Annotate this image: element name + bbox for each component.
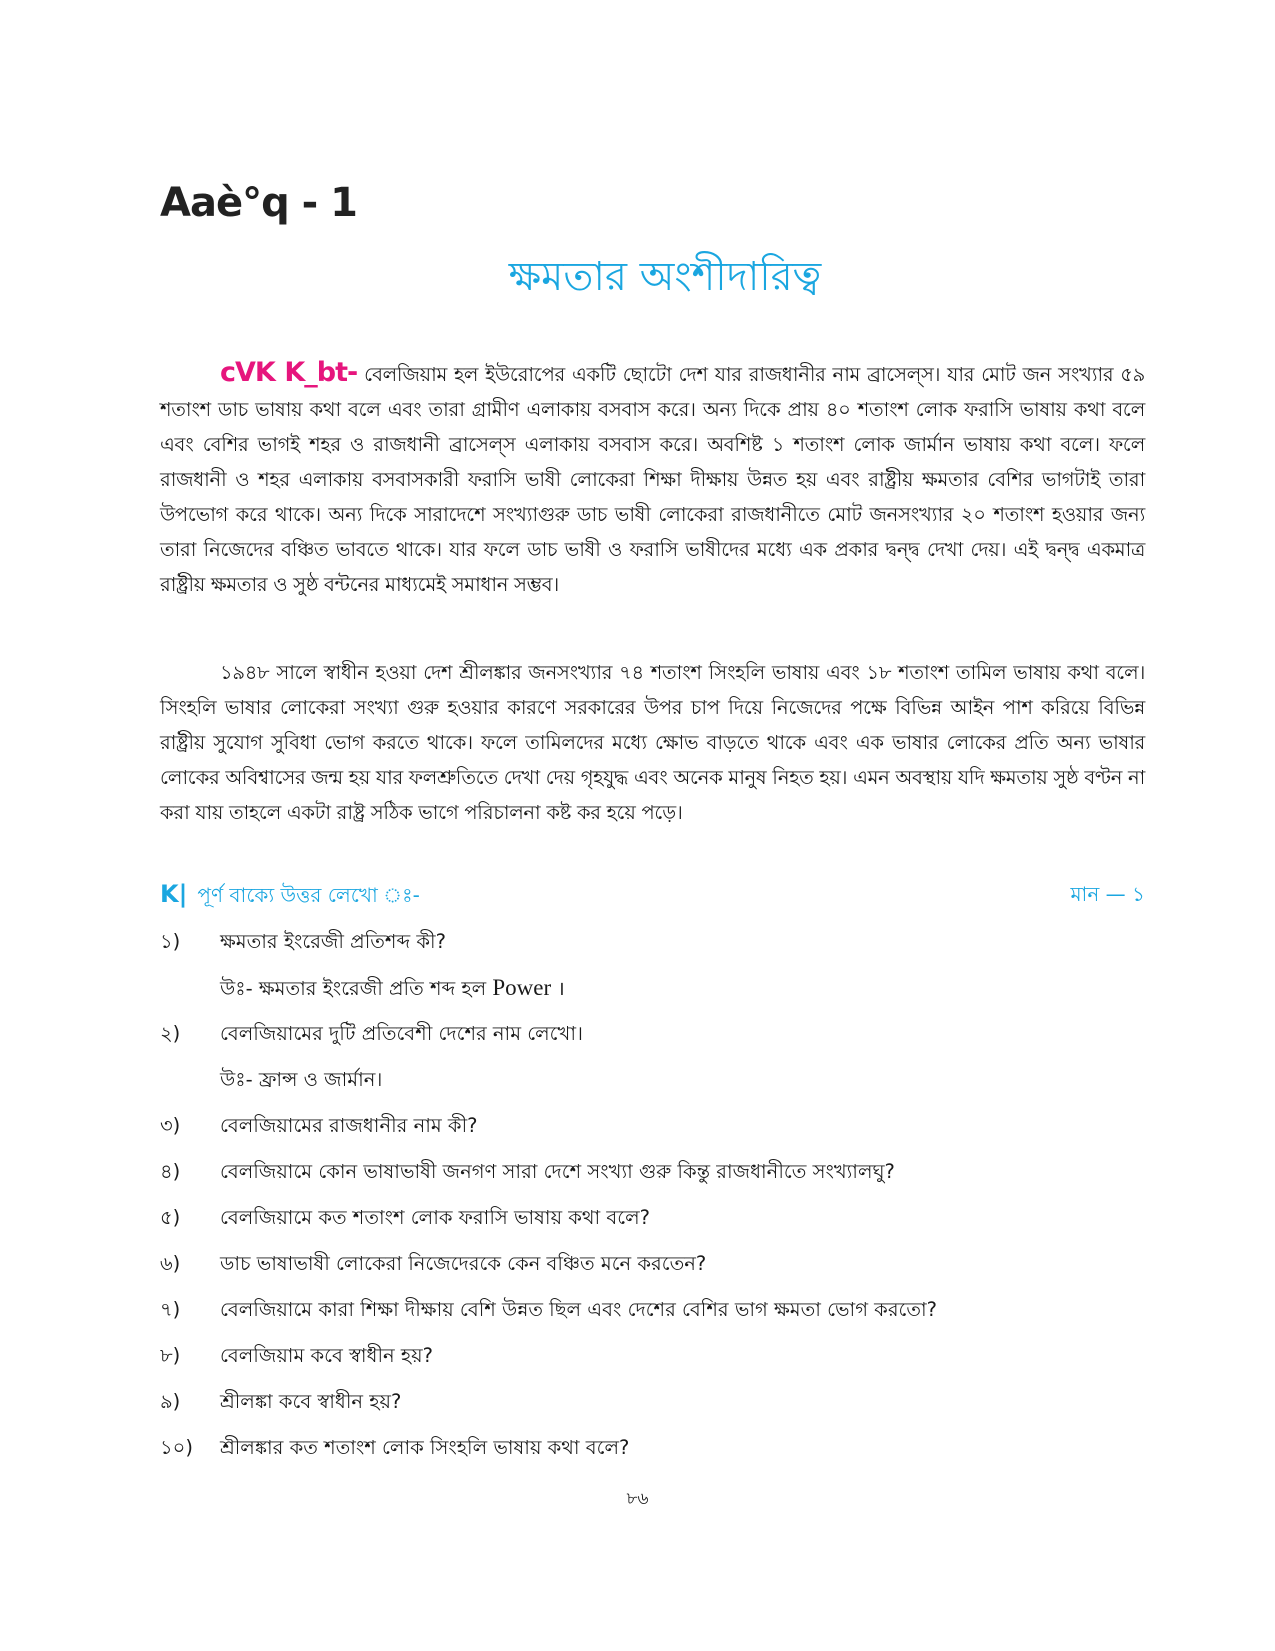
question-item — [160, 1250, 1145, 1296]
question-text: বেলজিয়াম কবে স্বাধীন হয়? — [220, 1344, 433, 1367]
question-number: ৬) — [160, 1252, 181, 1275]
question-text: শ্রীলঙ্কা কবে স্বাধীন হয়? — [220, 1390, 402, 1413]
question-item — [160, 1388, 1145, 1434]
chapter-label: Aaè°q - 1 — [160, 180, 357, 226]
question-number: ১০) — [160, 1436, 193, 1459]
answer-text: উঃ- ফ্রান্স ও জার্মান। — [220, 1068, 383, 1091]
marks-label: মান — ১ — [1070, 882, 1145, 906]
question-number: ৮) — [160, 1344, 181, 1367]
page-number: ৮৬ — [626, 1489, 649, 1509]
question-number: ৯) — [160, 1390, 181, 1413]
section-marker: K| — [160, 880, 188, 908]
passage-lead-label: cVK K_bt- — [220, 357, 358, 388]
question-number: ৫) — [160, 1206, 181, 1229]
questions-heading — [160, 880, 1145, 914]
question-number: ২) — [160, 1022, 181, 1045]
answer-keyword: Power — [492, 975, 552, 1000]
paragraph-1-text: বেলজিয়াম হল ইউরোপের একটি ছোটো দেশ যার রাজধানীর নাম ব্রাসেল্‌স। যার মোট জন সংখ্যার ৫৯ শতাংশ ডাচ ভাষায় কথা বলে এবং তারা গ্রামীণ এলাকায় বসবাস করে। অন্য দিকে প্রায় ৪০ শতাংশ লোক ফরাসি ভাষায় কথা বলে এবং বেশির ভাগই শহর ও রাজধানী ব্রাসেল্‌স এলাকায় বসবাস করে। অবশিষ্ট ১ শতাংশ লোক জার্মান ভাষায় কথা বলে। ফলে রাজধানী ও শহর এলাকায় বসবাসকারী ফরাসি ভাষী লোকেরা শিক্ষা দীক্ষায় উন্নত হয় এবং রাষ্ট্রীয় ক্ষমতার বেশির ভাগটাই তারা উপভোগ করে থাকে। অন্য দিকে সারাদেশে সংখ্যাগুরু ডাচ ভাষী লোকেরা রাজধানীতে মোট জনসংখ্যার ২০ শতাংশ হওয়ার জন্য তারা নিজেদের বঞ্চিত ভাবতে থাকে। যার ফলে ডাচ ভাষী ও ফরাসি ভাষীদের মধ্যে এক প্রকার দ্বন্দ্ব দেখা দেয়। এই দ্বন্দ্ব একমাত্র রাষ্ট্রীয় ক্ষমতার ও সুষ্ঠ বন্টনের মাধ্যমেই সমাধান সম্ভব। — [160, 363, 1145, 596]
question-list — [160, 928, 1145, 1480]
question-item — [160, 1342, 1145, 1388]
question-text: বেলজিয়ামে কারা শিক্ষা দীক্ষায় বেশি উন্নত ছিল এবং দেশের বেশির ভাগ ক্ষমতা ভোগ করতো? — [220, 1298, 938, 1321]
page-title: ক্ষমতার অংশীদারিত্ব — [508, 254, 822, 300]
question-text: বেলজিয়ামের দুটি প্রতিবেশী দেশের নাম লেখো। — [220, 1022, 583, 1045]
question-number: ৪) — [160, 1160, 181, 1183]
question-item — [160, 928, 1145, 974]
question-text: বেলজিয়ামের রাজধানীর নাম কী? — [220, 1114, 478, 1137]
passage-paragraph-1 — [160, 355, 1145, 602]
answer-text — [160, 974, 1145, 1020]
question-number: ১) — [160, 930, 181, 953]
question-item — [160, 1020, 1145, 1066]
passage-paragraph-2 — [160, 655, 1145, 830]
question-item — [160, 1112, 1145, 1158]
answer-suffix: । — [551, 977, 565, 1000]
paragraph-2-text: ১৯৪৮ সালে স্বাধীন হওয়া দেশ শ্রীলঙ্কার জনসংখ্যার ৭৪ শতাংশ সিংহলি ভাষায় এবং ১৮ শতাংশ তামিল ভাষায় কথা বলে। সিংহলি ভাষার লোকেরা সংখ্যা গুরু হওয়ার কারণে সরকারের উপর চাপ দিয়ে নিজেদের পক্ষে বিভিন্ন আইন পাশ করিয়ে বিভিন্ন রাষ্ট্রীয় সুযোগ সুবিধা ভোগ করতে থাকে। ফলে তামিলদের মধ্যে ক্ষোভ বাড়তে থাকে এবং এক ভাষার লোকের প্রতি অন্য ভাষার লোকের অবিশ্বাসের জন্ম হয় যার ফলশ্রুতিতে দেখা দেয় গৃহযুদ্ধ এবং অনেক মানুষ নিহত হয়। এমন অবস্থায় যদি ক্ষমতায় সুষ্ঠ বণ্টন না করা যায় তাহলে একটা রাষ্ট্র সঠিক ভাগে পরিচালনা কষ্ট কর হয়ে পড়ে। — [160, 661, 1145, 824]
answer-prefix: উঃ- ক্ষমতার ইংরেজী প্রতি শব্দ হল — [220, 977, 493, 1000]
question-text: বেলজিয়ামে কোন ভাষাভাষী জনগণ সারা দেশে সংখ্যা গুরু কিন্তু রাজধানীতে সংখ্যালঘু? — [220, 1160, 895, 1183]
question-text: ডাচ ভাষাভাষী লোকেরা নিজেদেরকে কেন বঞ্চিত মনে করতেন? — [220, 1252, 707, 1275]
question-text: শ্রীলঙ্কার কত শতাংশ লোক সিংহলি ভাষায় কথা বলে? — [220, 1436, 630, 1459]
question-number: ৩) — [160, 1114, 181, 1137]
question-item — [160, 1296, 1145, 1342]
questions-heading-text: পূর্ণ বাক্যে উত্তর লেখো ঃ- — [197, 883, 420, 907]
question-item — [160, 1158, 1145, 1204]
question-item — [160, 1434, 1145, 1480]
question-text: বেলজিয়ামে কত শতাংশ লোক ফরাসি ভাষায় কথা বলে? — [220, 1206, 650, 1229]
question-text: ক্ষমতার ইংরেজী প্রতিশব্দ কী? — [220, 930, 446, 953]
question-item — [160, 1204, 1145, 1250]
question-number: ৭) — [160, 1298, 181, 1321]
